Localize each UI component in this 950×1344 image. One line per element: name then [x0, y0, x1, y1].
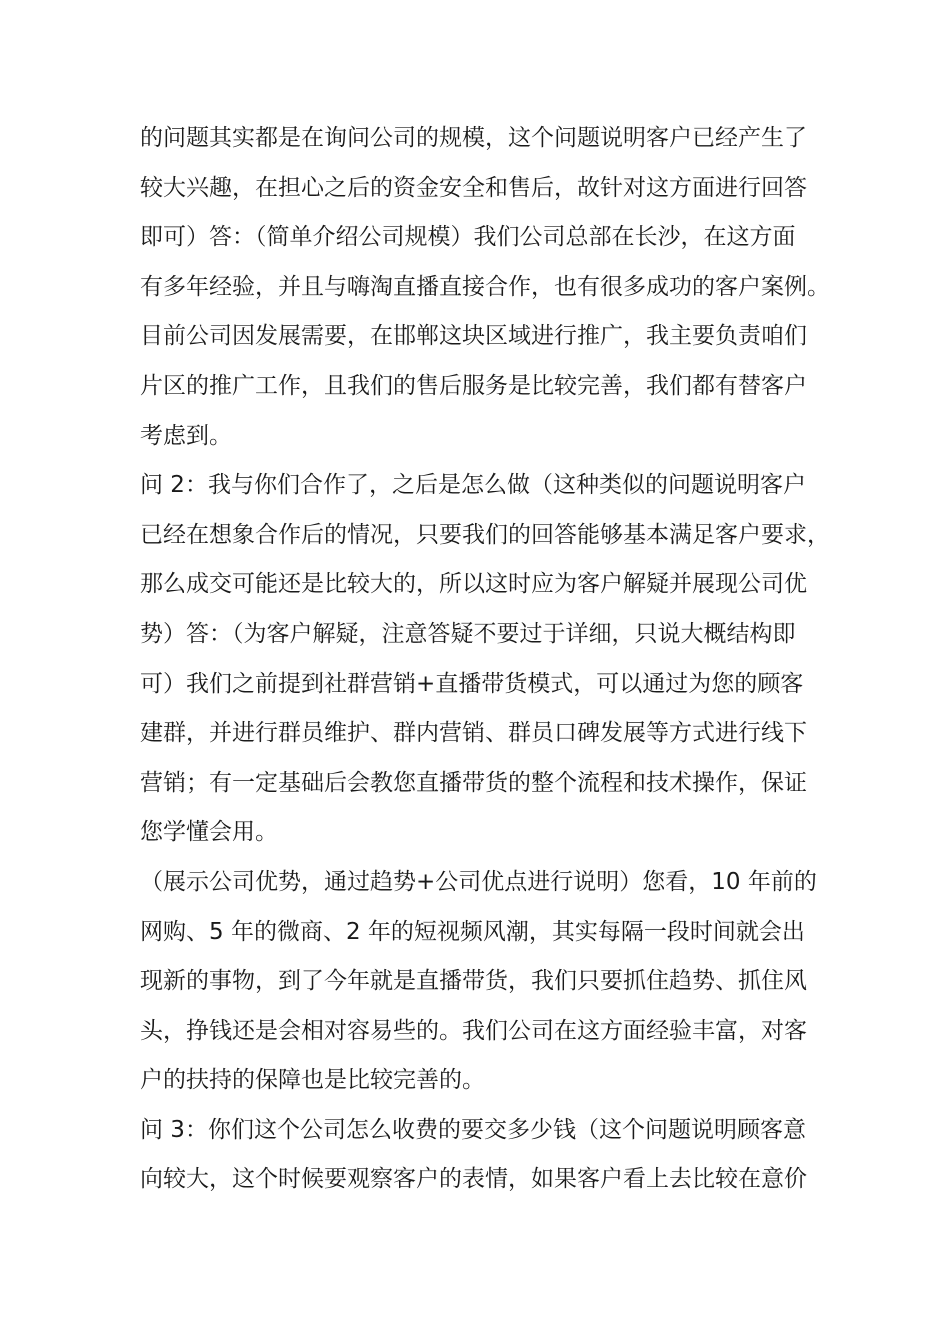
text-line: 已经在想象合作后的情况，只要我们的回答能够基本满足客户要求， [140, 521, 830, 548]
text-line: 问 2：我与你们合作了，之后是怎么做（这种类似的问题说明客户 [140, 472, 806, 499]
text-line: 较大兴趣，在担心之后的资金安全和售后，故针对这方面进行回答 [140, 174, 807, 201]
text-line: （展示公司优势，通过趋势+公司优点进行说明）您看，10 年前的 [140, 868, 817, 895]
text-line: 即可）答：（简单介绍公司规模）我们公司总部在长沙，在这方面 [140, 224, 796, 251]
text-line: 现新的事物，到了今年就是直播带货，我们只要抓住趋势、抓住风 [140, 968, 807, 995]
text-line: 目前公司因发展需要，在邯郸这块区域进行推广，我主要负责咱们 [140, 323, 807, 350]
text-line: 网购、5 年的微商、2 年的短视频风潮，其实每隔一段时间就会出 [140, 918, 805, 945]
text-line: 片区的推广工作，且我们的售后服务是比较完善，我们都有替客户 [140, 372, 807, 399]
text-line: 势）答：（为客户解疑，注意答疑不要过于详细，只说大概结构即 [140, 620, 796, 647]
text-line: 向较大，这个时候要观察客户的表情，如果客户看上去比较在意价 [140, 1166, 807, 1193]
text-line: 的问题其实都是在询问公司的规模，这个问题说明客户已经产生了 [140, 125, 807, 151]
text-line: 有多年经验，并且与嗨淘直播直接合作，也有很多成功的客户案例。 [140, 273, 830, 300]
text-line: 问 3：你们这个公司怎么收费的要交多少钱（这个问题说明顾客意 [140, 1116, 806, 1143]
text-line: 头，挣钱还是会相对容易些的。我们公司在这方面经验丰富，对客 [140, 1017, 807, 1044]
text-line: 那么成交可能还是比较大的，所以这时应为客户解疑并展现公司优 [140, 571, 807, 598]
text-line: 考虑到。 [140, 422, 232, 449]
body-text [140, 114, 860, 1205]
text-line: 营销；有一定基础后会教您直播带货的整个流程和技术操作，保证 [140, 769, 807, 796]
text-line: 户的扶持的保障也是比较完善的。 [140, 1067, 485, 1094]
text-line: 您学懂会用。 [140, 819, 278, 846]
text-line: 可）我们之前提到社群营销+直播带货模式，可以通过为您的顾客 [140, 670, 804, 697]
text-line: 建群，并进行群员维护、群内营销、群员口碑发展等方式进行线下 [140, 720, 807, 747]
